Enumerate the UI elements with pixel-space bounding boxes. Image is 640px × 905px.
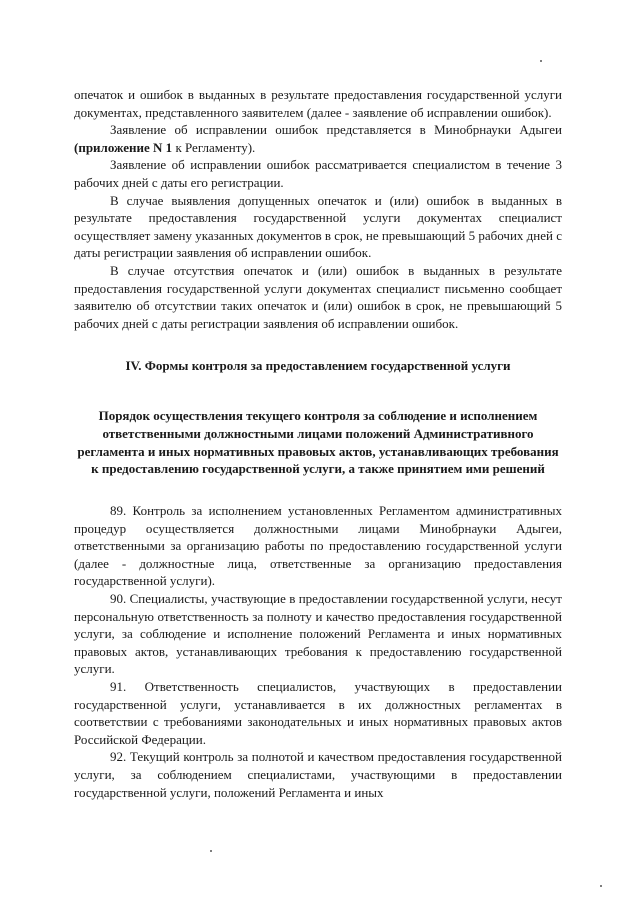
scan-speck bbox=[210, 850, 212, 852]
scan-speck bbox=[540, 60, 542, 62]
document-page bbox=[74, 86, 562, 801]
section-heading: IV. Формы контроля за предоставлением государственной услуги bbox=[125, 358, 511, 374]
paragraph-90: 90. Специалисты, участвующие в предоставлении государственной услуги, несут персональную ответственность за полноту и качество предоставления государственной услуги, за соблюдение и исполнение положений Регламента и иных нормативных правовых актов, устанавливающих требования к предоставлению государственной услуги. bbox=[74, 591, 562, 677]
appendix-reference: (приложение N 1 bbox=[74, 139, 173, 155]
correction-application-text: Заявление об исправлении ошибок представляется в Минобрнауки Адыгеи bbox=[110, 122, 562, 138]
appendix-reference-tail: к Регламенту). bbox=[172, 139, 256, 155]
paragraph-92: 92. Текущий контроль за полнотой и качеством предоставления государственной услуги, за соблюдением специалистами, участвующими в предоставлении государственной услуги, положений Регламента и иных bbox=[74, 749, 562, 800]
paragraph-typos-definition: опечаток и ошибок в выданных в результате предоставления государственной услуги документах, представленного заявителем (далее - заявление об исправлении ошибок). bbox=[74, 87, 562, 120]
paragraph-89: 89. Контроль за исполнением установленных Регламентом административных процедур осуществляется должностными лицами Минобрнауки Адыгеи, ответственными за организацию работы по предоставлению государственной услуги (далее - должностные лица, ответственные за организацию предоставления государственной услуги). bbox=[74, 503, 562, 589]
paragraph-errors-found: В случае выявления допущенных опечаток и (или) ошибок в выданных в результате предоставления государственной услуги документах специалист осуществляет замену указанных документов в срок, не превышающий 5 рабочих дней с даты регистрации заявления об исправлении ошибок. bbox=[74, 192, 562, 261]
scan-speck bbox=[600, 885, 602, 887]
subsection-heading: Порядок осуществления текущего контроля за соблюдение и исполнением ответственными должностными лицами положений Административного регламента и иных нормативных правовых актов, устанавливающих требования к предоставлению государственной услуги, а также принятием ими решений bbox=[77, 407, 559, 477]
paragraph-no-errors: В случае отсутствия опечаток и (или) ошибок в выданных в результате предоставления государственной услуги документах специалист письменно сообщает заявителю об отсутствии таких опечаток и (или) ошибок в срок, не превышающий 5 рабочих дней с даты регистрации заявления об исправлении ошибок. bbox=[74, 262, 562, 331]
paragraph-correction-application bbox=[74, 121, 562, 156]
paragraph-91: 91. Ответственность специалистов, участвующих в предоставлении государственной услуги, устанавливается в их должностных регламентах в соответствии с требованиями законодательных и иных нормативных правовых актов Российской Федерации. bbox=[74, 679, 562, 747]
paragraph-review-period: Заявление об исправлении ошибок рассматривается специалистом в течение 3 рабочих дней с даты его регистрации. bbox=[74, 157, 562, 190]
